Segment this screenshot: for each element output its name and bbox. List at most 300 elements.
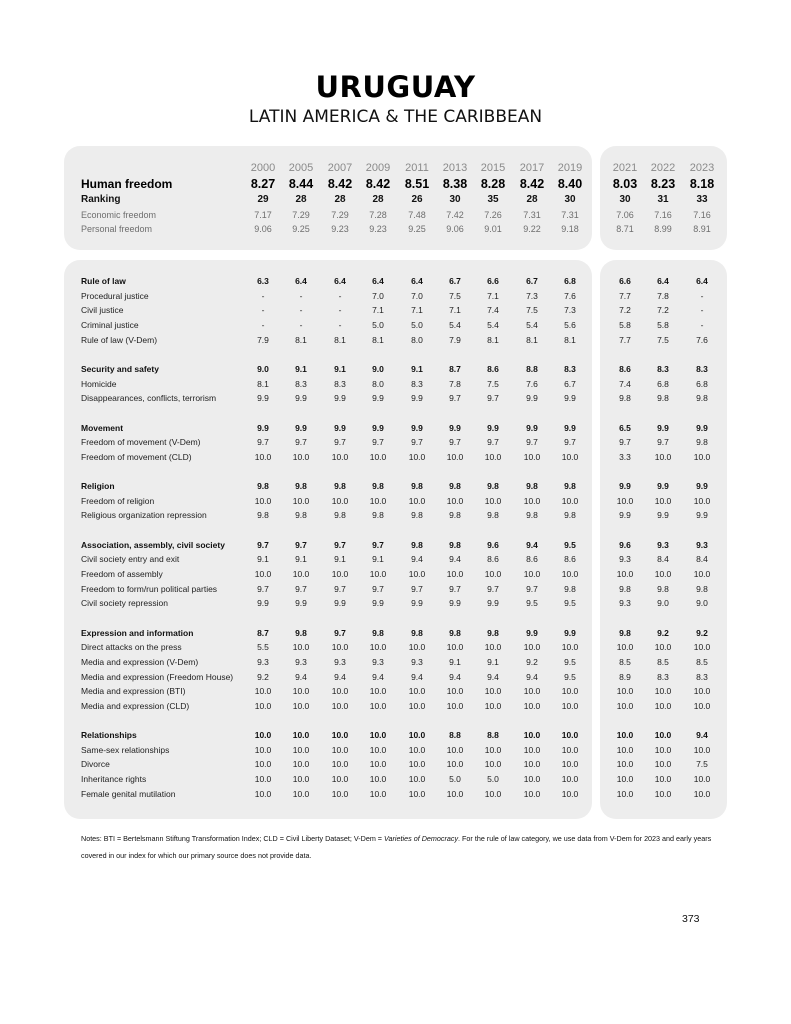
value-cell: 10.0 <box>408 744 426 755</box>
notes-text-end: . For the rule of law category, we use data from V-Dem for 2023 and early years covered in our index for which our primary source does not provide data. <box>81 834 712 860</box>
value-cell: 6.5 <box>619 422 631 433</box>
row-label: Movement <box>81 422 124 433</box>
value-cell: 7.6 <box>696 334 708 345</box>
value-cell: 9.3 <box>257 656 269 667</box>
value-cell: 8.0 <box>372 378 384 389</box>
value-cell: 10.0 <box>292 730 310 741</box>
value-cell: 7.5 <box>487 378 499 389</box>
value-cell: 9.9 <box>526 627 538 638</box>
value-cell: 10.0 <box>654 788 672 799</box>
value-cell: 7.28 <box>369 210 387 220</box>
value-cell: 7.1 <box>487 290 499 301</box>
value-cell: 8.5 <box>696 656 708 667</box>
value-cell: 10.0 <box>331 774 349 785</box>
value-cell: 2019 <box>557 162 583 174</box>
value-cell: 8.3 <box>334 378 346 389</box>
value-cell: 5.8 <box>619 319 631 330</box>
value-cell: 10.0 <box>331 686 349 697</box>
value-cell: 10.0 <box>561 774 579 785</box>
value-cell: 10.0 <box>523 744 541 755</box>
value-cell: 8.8 <box>526 363 538 374</box>
value-cell: 10.0 <box>484 700 502 711</box>
value-cell: 9.8 <box>619 627 631 638</box>
value-cell: 8.6 <box>619 363 631 374</box>
row-label: Freedom of assembly <box>81 569 163 579</box>
value-cell: 9.3 <box>657 539 669 550</box>
value-cell: - <box>299 319 303 330</box>
value-cell: 9.8 <box>449 539 461 550</box>
row-label: Relationships <box>81 730 137 741</box>
value-cell: 9.8 <box>449 627 461 638</box>
value-cell: 2013 <box>442 162 468 174</box>
value-cell: 9.8 <box>295 481 307 492</box>
value-cell: 8.1 <box>526 334 538 345</box>
value-cell: 6.4 <box>372 276 384 286</box>
value-cell: 6.4 <box>657 276 669 286</box>
value-cell: 9.22 <box>523 224 541 234</box>
value-cell: 6.8 <box>696 378 708 389</box>
value-cell: 10.0 <box>654 759 672 770</box>
value-cell: 9.7 <box>487 583 499 594</box>
value-cell: 10.0 <box>408 495 426 506</box>
value-cell: 10.0 <box>408 451 426 462</box>
value-cell: 7.0 <box>372 290 384 301</box>
value-cell: 8.3 <box>657 671 669 682</box>
row-label: Divorce <box>81 759 110 770</box>
value-cell: 10.0 <box>408 569 426 579</box>
value-cell: 10.0 <box>693 451 711 462</box>
value-cell: 8.3 <box>696 363 708 374</box>
value-cell: 8.3 <box>411 378 423 389</box>
value-cell: 10.0 <box>561 788 579 799</box>
value-cell: 9.7 <box>449 437 461 448</box>
row-label: Rule of law <box>81 276 126 286</box>
value-cell: 9.1 <box>487 656 499 667</box>
value-cell: 9.7 <box>257 437 269 448</box>
value-cell: 9.1 <box>257 554 269 565</box>
value-cell: 9.8 <box>372 510 384 521</box>
value-cell: 8.23 <box>650 177 676 191</box>
row-label: Media and expression (V-Dem) <box>81 656 199 667</box>
value-cell: 9.9 <box>657 510 669 521</box>
value-cell: 31 <box>657 194 669 205</box>
value-cell: 9.9 <box>487 598 499 609</box>
value-cell: 10.0 <box>561 569 579 579</box>
value-cell: 7.06 <box>616 210 634 220</box>
value-cell: 9.4 <box>449 671 461 682</box>
row-label: Freedom to form/run political parties <box>81 583 218 594</box>
row-label: Homicide <box>81 378 117 389</box>
value-cell: 9.7 <box>564 437 576 448</box>
value-cell: 10.0 <box>616 642 634 653</box>
value-cell: 8.8 <box>449 730 461 741</box>
value-cell: 10.0 <box>693 642 711 653</box>
value-cell: 7.31 <box>523 210 541 220</box>
value-cell: 9.1 <box>411 363 423 374</box>
value-cell: 10.0 <box>254 774 272 785</box>
value-cell: 9.7 <box>257 583 269 594</box>
value-cell: 10.0 <box>369 686 387 697</box>
value-cell: 8.3 <box>295 378 307 389</box>
value-cell: 10.0 <box>484 495 502 506</box>
value-cell: 7.26 <box>484 210 502 220</box>
value-cell: 9.7 <box>372 539 384 550</box>
value-cell: 8.4 <box>696 554 708 565</box>
value-cell: 9.4 <box>295 671 307 682</box>
value-cell: 10.0 <box>616 569 634 579</box>
value-cell: 7.8 <box>449 378 461 389</box>
value-cell: 9.3 <box>334 656 346 667</box>
value-cell: 9.3 <box>619 554 631 565</box>
value-cell: 9.9 <box>411 393 423 404</box>
value-cell: 10.0 <box>408 686 426 697</box>
value-cell: 10.0 <box>616 686 634 697</box>
value-cell: 5.4 <box>526 319 538 330</box>
value-cell: 10.0 <box>254 730 272 741</box>
value-cell: 9.8 <box>487 510 499 521</box>
value-cell: 6.7 <box>526 276 538 286</box>
value-cell: 28 <box>334 194 346 205</box>
value-cell: 10.0 <box>331 642 349 653</box>
value-cell: 10.0 <box>292 788 310 799</box>
value-cell: 7.1 <box>411 305 423 316</box>
value-cell: 9.3 <box>295 656 307 667</box>
value-cell: 10.0 <box>408 788 426 799</box>
value-cell: 9.5 <box>564 598 576 609</box>
value-cell: 10.0 <box>561 495 579 506</box>
value-cell: 10.0 <box>523 759 541 770</box>
value-cell: 7.9 <box>449 334 461 345</box>
value-cell: 28 <box>372 194 384 205</box>
page-number: 373 <box>682 913 700 925</box>
value-cell: 10.0 <box>616 700 634 711</box>
value-cell: 10.0 <box>484 569 502 579</box>
value-cell: 7.17 <box>254 210 272 220</box>
value-cell: 9.1 <box>295 363 307 374</box>
value-cell: 10.0 <box>616 495 634 506</box>
value-cell: 10.0 <box>484 759 502 770</box>
notes-italic: Varieties of Democracy <box>384 834 459 843</box>
value-cell: 10.0 <box>561 759 579 770</box>
value-cell: 9.4 <box>526 671 538 682</box>
value-cell: 10.0 <box>654 686 672 697</box>
value-cell: 9.06 <box>254 224 272 234</box>
row-label: Personal freedom <box>81 224 153 234</box>
value-cell: 9.3 <box>619 598 631 609</box>
value-cell: 9.9 <box>334 598 346 609</box>
value-cell: - <box>261 290 265 301</box>
value-cell: 10.0 <box>693 744 711 755</box>
value-cell: 9.9 <box>526 393 538 404</box>
value-cell: 7.9 <box>257 334 269 345</box>
value-cell: 2007 <box>327 162 353 174</box>
value-cell: 10.0 <box>446 642 464 653</box>
value-cell: 8.6 <box>526 554 538 565</box>
value-cell: 8.18 <box>689 177 715 191</box>
value-cell: 9.4 <box>411 554 423 565</box>
value-cell: 9.9 <box>526 422 538 433</box>
value-cell: 9.8 <box>657 583 669 594</box>
value-cell: 9.9 <box>257 393 269 404</box>
value-cell: 10.0 <box>654 744 672 755</box>
value-cell: 10.0 <box>254 686 272 697</box>
value-cell: 10.0 <box>369 495 387 506</box>
value-cell: 8.5 <box>657 656 669 667</box>
value-cell: 10.0 <box>254 569 272 579</box>
value-cell: 10.0 <box>523 495 541 506</box>
value-cell: 10.0 <box>369 642 387 653</box>
value-cell: 7.1 <box>372 305 384 316</box>
value-cell: 8.28 <box>480 177 506 191</box>
value-cell: 9.9 <box>696 510 708 521</box>
value-cell: 9.9 <box>619 510 631 521</box>
value-cell: 6.6 <box>619 276 631 286</box>
value-cell: 30 <box>619 194 631 205</box>
value-cell: 2011 <box>405 162 429 174</box>
value-cell: 9.1 <box>449 656 461 667</box>
value-cell: 9.9 <box>564 627 576 638</box>
value-cell: 8.1 <box>564 334 576 345</box>
value-cell: 2022 <box>650 162 676 174</box>
value-cell: 10.0 <box>331 730 349 741</box>
value-cell: 9.25 <box>292 224 310 234</box>
value-cell: - <box>338 319 342 330</box>
value-cell: 9.8 <box>257 481 269 492</box>
value-cell: 9.0 <box>696 598 708 609</box>
value-cell: 9.23 <box>369 224 387 234</box>
value-cell: 10.0 <box>616 744 634 755</box>
value-cell: 10.0 <box>331 569 349 579</box>
value-cell: 10.0 <box>616 788 634 799</box>
value-cell: 6.4 <box>696 276 708 286</box>
value-cell: 28 <box>526 194 538 205</box>
value-cell: 9.4 <box>334 671 346 682</box>
value-cell: - <box>261 319 265 330</box>
value-cell: 2009 <box>365 162 391 174</box>
value-cell: 10.0 <box>369 774 387 785</box>
value-cell: 8.40 <box>557 177 583 191</box>
value-cell: 9.1 <box>334 363 346 374</box>
value-cell: 10.0 <box>369 451 387 462</box>
value-cell: 8.7 <box>449 363 461 374</box>
value-cell: 10.0 <box>484 788 502 799</box>
value-cell: 9.4 <box>411 671 423 682</box>
value-cell: 10.0 <box>331 744 349 755</box>
value-cell: 7.3 <box>564 305 576 316</box>
value-cell: 9.5 <box>564 539 576 550</box>
value-cell: - <box>299 305 303 316</box>
value-cell: 10.0 <box>331 788 349 799</box>
value-cell: 8.42 <box>365 177 391 191</box>
value-cell: 7.29 <box>331 210 349 220</box>
value-cell: 7.0 <box>411 290 423 301</box>
value-cell: 9.8 <box>564 481 576 492</box>
value-cell: 9.3 <box>411 656 423 667</box>
value-cell: 9.5 <box>526 598 538 609</box>
value-cell: 9.7 <box>487 437 499 448</box>
row-label: Media and expression (CLD) <box>81 700 190 711</box>
value-cell: 10.0 <box>523 700 541 711</box>
value-cell: 10.0 <box>523 774 541 785</box>
value-cell: 6.4 <box>411 276 423 286</box>
value-cell: 9.8 <box>526 510 538 521</box>
value-cell: 10.0 <box>654 730 672 741</box>
value-cell: 8.27 <box>250 177 276 191</box>
row-label: Expression and information <box>81 627 194 638</box>
value-cell: 6.6 <box>487 276 499 286</box>
value-cell: 7.2 <box>657 305 669 316</box>
value-cell: 8.71 <box>616 224 634 234</box>
value-cell: 6.3 <box>257 276 269 286</box>
value-cell: 10.0 <box>693 774 711 785</box>
value-cell: 9.9 <box>696 422 708 433</box>
value-cell: 10.0 <box>254 744 272 755</box>
value-cell: 9.8 <box>411 539 423 550</box>
value-cell: 9.9 <box>619 481 631 492</box>
value-cell: 10.0 <box>523 730 541 741</box>
value-cell: 10.0 <box>561 686 579 697</box>
value-cell: 9.8 <box>619 583 631 594</box>
value-cell: 8.99 <box>654 224 672 234</box>
value-cell: 9.23 <box>331 224 349 234</box>
value-cell: 9.06 <box>446 224 464 234</box>
value-cell: 6.4 <box>334 276 346 286</box>
value-cell: 9.8 <box>411 481 423 492</box>
value-cell: 7.48 <box>408 210 426 220</box>
value-cell: 9.18 <box>561 224 579 234</box>
value-cell: 10.0 <box>654 642 672 653</box>
value-cell: 10.0 <box>292 495 310 506</box>
value-cell: - <box>338 305 342 316</box>
value-cell: 9.6 <box>619 539 631 550</box>
value-cell: 8.03 <box>612 177 638 191</box>
value-cell: 9.7 <box>334 627 346 638</box>
value-cell: 9.8 <box>696 437 708 448</box>
value-cell: 9.9 <box>295 422 307 433</box>
value-cell: 9.7 <box>334 583 346 594</box>
value-cell: 10.0 <box>693 569 711 579</box>
value-cell: 30 <box>449 194 461 205</box>
value-cell: 10.0 <box>446 495 464 506</box>
value-cell: 10.0 <box>369 700 387 711</box>
value-cell: 9.7 <box>372 437 384 448</box>
row-label: Human freedom <box>81 177 173 191</box>
value-cell: 9.7 <box>526 583 538 594</box>
value-cell: - <box>338 290 342 301</box>
value-cell: 10.0 <box>561 451 579 462</box>
value-cell: 7.5 <box>449 290 461 301</box>
value-cell: 33 <box>696 194 708 205</box>
value-cell: 10.0 <box>523 569 541 579</box>
value-cell: - <box>261 305 265 316</box>
value-cell: 3.3 <box>619 451 631 462</box>
value-cell: 10.0 <box>292 759 310 770</box>
value-cell: 9.8 <box>449 510 461 521</box>
value-cell: 10.0 <box>693 700 711 711</box>
value-cell: 10.0 <box>331 700 349 711</box>
value-cell: 8.6 <box>487 363 499 374</box>
value-cell: 9.9 <box>487 422 499 433</box>
value-cell: 7.16 <box>693 210 711 220</box>
value-cell: 9.9 <box>411 422 423 433</box>
value-cell: 9.9 <box>295 598 307 609</box>
value-cell: 10.0 <box>446 451 464 462</box>
value-cell: 9.9 <box>295 393 307 404</box>
value-cell: 8.3 <box>564 363 576 374</box>
value-cell: 5.0 <box>411 319 423 330</box>
value-cell: 8.0 <box>411 334 423 345</box>
value-cell: 9.4 <box>487 671 499 682</box>
row-label: Security and safety <box>81 363 159 374</box>
row-label: Female genital mutilation <box>81 788 176 799</box>
value-cell: 8.1 <box>295 334 307 345</box>
value-cell: 6.7 <box>564 378 576 389</box>
value-cell: 10.0 <box>408 730 426 741</box>
value-cell: 7.5 <box>696 759 708 770</box>
value-cell: 8.7 <box>257 627 269 638</box>
value-cell: 9.7 <box>372 583 384 594</box>
value-cell: 9.9 <box>564 422 576 433</box>
value-cell: 9.7 <box>295 583 307 594</box>
value-cell: 9.9 <box>372 422 384 433</box>
row-label: Freedom of movement (V-Dem) <box>81 437 201 448</box>
value-cell: 35 <box>487 194 499 205</box>
value-cell: 9.9 <box>696 481 708 492</box>
value-cell: 8.42 <box>519 177 545 191</box>
value-cell: 9.1 <box>372 554 384 565</box>
value-cell: 9.7 <box>257 539 269 550</box>
value-cell: 9.7 <box>449 393 461 404</box>
value-cell: 29 <box>257 194 269 205</box>
value-cell: 2021 <box>612 162 638 174</box>
value-cell: 9.25 <box>408 224 426 234</box>
value-cell: 10.0 <box>654 700 672 711</box>
value-cell: 9.8 <box>295 627 307 638</box>
value-cell: 10.0 <box>408 759 426 770</box>
value-cell: 9.7 <box>657 437 669 448</box>
value-cell: 10.0 <box>254 451 272 462</box>
row-label: Disappearances, conflicts, terrorism <box>81 393 217 404</box>
value-cell: 9.1 <box>334 554 346 565</box>
value-cell: 9.8 <box>449 481 461 492</box>
value-cell: 8.44 <box>288 177 314 191</box>
value-cell: 5.4 <box>449 319 461 330</box>
value-cell: 2017 <box>519 162 545 174</box>
footnotes <box>81 830 721 864</box>
value-cell: 26 <box>411 194 423 205</box>
row-label: Same-sex relationships <box>81 744 170 755</box>
row-label: Freedom of movement (CLD) <box>81 451 192 462</box>
value-cell: 10.0 <box>292 774 310 785</box>
value-cell: 10.0 <box>523 788 541 799</box>
value-cell: 10.0 <box>616 774 634 785</box>
value-cell: 9.8 <box>295 510 307 521</box>
value-cell: 6.7 <box>449 276 461 286</box>
value-cell: 10.0 <box>484 451 502 462</box>
value-cell: 9.8 <box>411 510 423 521</box>
value-cell: 8.1 <box>257 378 269 389</box>
value-cell: 9.8 <box>334 481 346 492</box>
value-cell: 9.8 <box>487 481 499 492</box>
value-cell: 10.0 <box>693 788 711 799</box>
value-cell: 9.7 <box>334 437 346 448</box>
value-cell: 10.0 <box>446 686 464 697</box>
value-cell: 8.1 <box>487 334 499 345</box>
value-cell: 9.7 <box>411 437 423 448</box>
value-cell: 7.8 <box>657 290 669 301</box>
value-cell: 10.0 <box>616 759 634 770</box>
value-cell: 2005 <box>288 162 314 174</box>
